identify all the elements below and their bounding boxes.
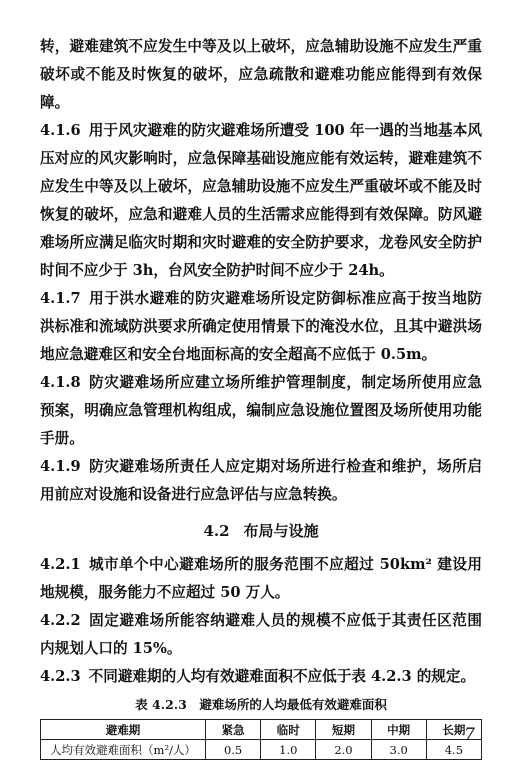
clause-4-1-9 bbox=[40, 453, 482, 509]
table-row bbox=[41, 740, 482, 760]
clause-text: 城市单个中心避难场所的服务范围不应超过 50km² 建设用地规模，服务能力不应超过 50 万人。 bbox=[40, 556, 482, 601]
clause-text: 用于洪水避难的防灾避难场所设定防御标准应高于按当地防洪标准和流域防洪要求所确定使用情景下的淹没水位，且其中避洪场地应急避难区和安全台地面标高的安全超高不应低于 0.5m。 bbox=[40, 290, 482, 363]
table-header-cell: 避难期 bbox=[41, 720, 206, 740]
clause-number: 4.2.2 bbox=[40, 612, 81, 629]
table-cell: 0.5 bbox=[206, 740, 261, 760]
section-heading bbox=[40, 519, 482, 543]
clause-text: 用于风灾避难的防灾避难场所遭受 100 年一遇的当地基本风压对应的风灾影响时，应急保障基础设施应能有效运转，避难建筑不应发生中等及以上破坏，应急辅助设施不应发生严重破坏或不能及时恢复的破坏，应急和避难人员的生活需求应能得到有效保障。防风避难场所应满足临灾时期和灾时避难的安全防护要求，龙卷风安全防护时间不应少于 3h，台风安全防护时间不应少于 24h。 bbox=[40, 122, 482, 279]
section-number: 4.2 bbox=[203, 522, 230, 540]
clause-number: 4.1.8 bbox=[40, 374, 81, 391]
table-cell: 1.0 bbox=[261, 740, 316, 760]
clause-number: 4.1.7 bbox=[40, 290, 81, 307]
table-header-cell: 中期 bbox=[371, 720, 426, 740]
clause-4-1-6 bbox=[40, 117, 482, 285]
table-caption: 表 4.2.3 避难场所的人均最低有效避难面积 bbox=[135, 697, 387, 712]
table-header-cell: 紧急 bbox=[206, 720, 261, 740]
clause-4-1-7 bbox=[40, 285, 482, 369]
table-header-row bbox=[41, 720, 482, 740]
table-header-cell: 临时 bbox=[261, 720, 316, 740]
clause-text: 防灾避难场所责任人应定期对场所进行检查和维护，场所启用前应对设施和设备进行应急评估与应急转换。 bbox=[40, 458, 482, 503]
clause-text: 固定避难场所能容纳避难人员的规模不应低于其责任区范围内规划人口的 15%。 bbox=[40, 612, 482, 657]
paragraph-continuation bbox=[40, 33, 482, 117]
table-cell: 3.0 bbox=[371, 740, 426, 760]
clause-text: 防灾避难场所应建立场所维护管理制度，制定场所使用应急预案，明确应急管理机构组成，编制应急设施位置图及场所使用功能手册。 bbox=[40, 374, 482, 447]
clause-number: 4.1.9 bbox=[40, 458, 81, 475]
clause-text: 不同避难期的人均有效避难面积不应低于表 4.2.3 的规定。 bbox=[88, 668, 476, 685]
table-header-cell: 长期 bbox=[426, 720, 481, 740]
table-cell: 2.0 bbox=[316, 740, 371, 760]
clause-number: 4.2.1 bbox=[40, 556, 81, 573]
clause-number: 4.1.6 bbox=[40, 122, 81, 139]
clause-4-1-8 bbox=[40, 369, 482, 453]
section-title-text: 布局与设施 bbox=[243, 522, 319, 540]
shelter-area-table bbox=[40, 719, 482, 760]
table-cell: 4.5 bbox=[426, 740, 481, 760]
paragraph-text: 转，避难建筑不应发生中等及以上破坏，应急辅助设施不应发生严重破坏或不能及时恢复的破坏，应急疏散和避难功能应能得到有效保障。 bbox=[40, 38, 482, 111]
clause-4-2-3 bbox=[40, 663, 482, 691]
table-header-cell: 短期 bbox=[316, 720, 371, 740]
clause-number: 4.2.3 bbox=[40, 668, 81, 685]
clause-4-2-1 bbox=[40, 551, 482, 607]
page-number: 7 bbox=[464, 725, 475, 745]
clause-4-2-2 bbox=[40, 607, 482, 663]
table-row-label: 人均有效避难面积（m²/人） bbox=[41, 740, 206, 760]
